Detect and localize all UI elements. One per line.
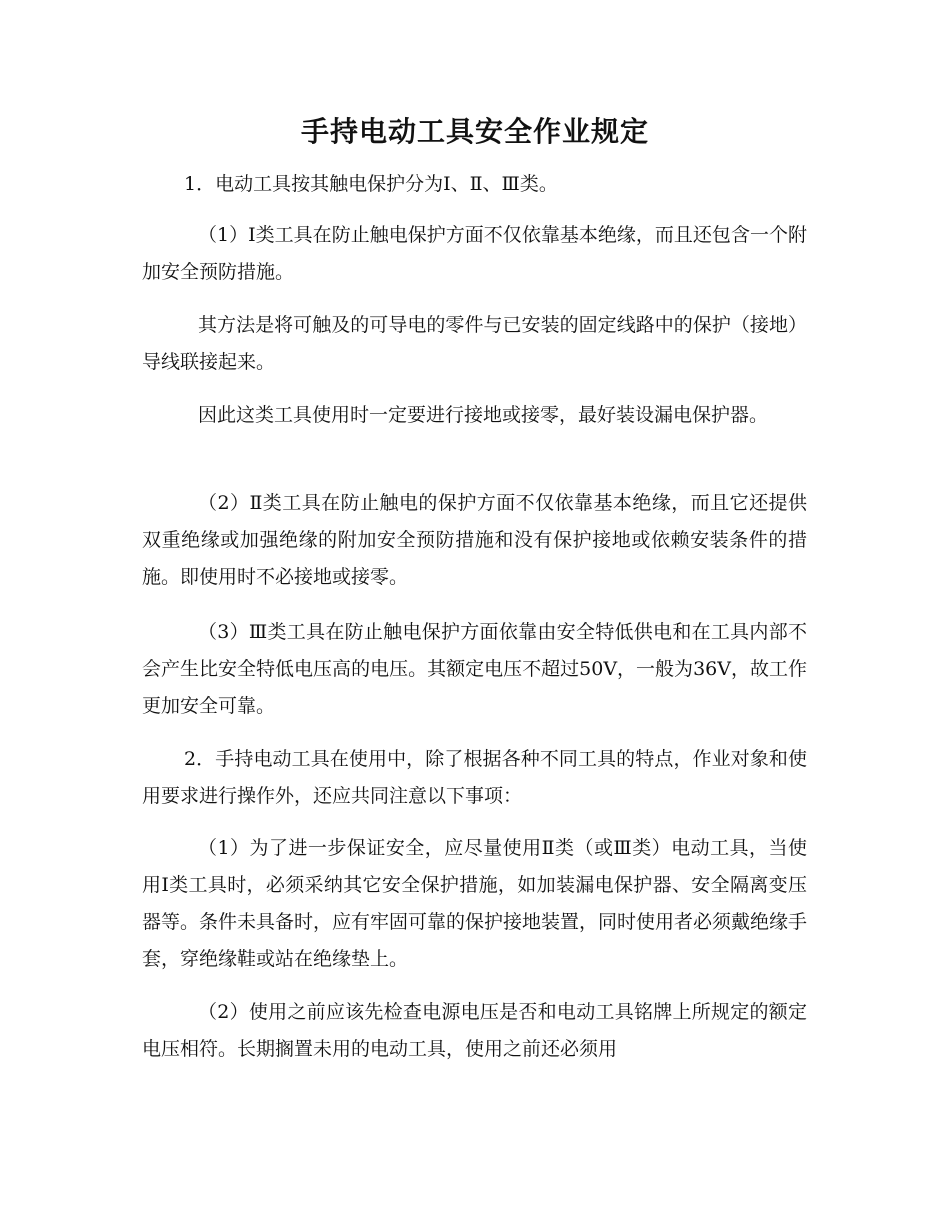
paragraph-5: （2）Ⅱ类工具在防止触电的保护方面不仅依靠基本绝缘，而且它还提供双重绝缘或加强绝缘的附加安全预防措施和没有保护接地或依赖安装条件的措施。即使用时不必接地或接零。 xyxy=(142,492,807,588)
paragraph-8: （1）为了进一步保证安全，应尽量使用Ⅱ类（或Ⅲ类）电动工具，当使用Ⅰ类工具时，必须采纳其它安全保护措施，如加装漏电保护器、安全隔离变压器等。条件未具备时，应有牢固可靠的保护接地装置，同时使用者必须戴绝缘手套，穿绝缘鞋或站在绝缘垫上。 xyxy=(142,837,808,970)
paragraph-2: （1）Ⅰ类工具在防止触电保护方面不仅依靠基本绝缘，而且还包含一个附加安全预防措施。 xyxy=(142,224,807,283)
document-title: 手持电动工具安全作业规定 xyxy=(300,115,649,148)
paragraph-6: （3）Ⅲ类工具在防止触电保护方面依靠由安全特低供电和在工具内部不会产生比安全特低电压高的电压。其额定电压不超过50V，一般为36V，故工作更加安全可靠。 xyxy=(142,621,807,717)
paragraph-1: 1．电动工具按其触电保护分为Ⅰ、Ⅱ、Ⅲ类。 xyxy=(184,173,558,195)
paragraph-3: 其方法是将可触及的可导电的零件与已安装的固定线路中的保护（接地）导线联接起来。 xyxy=(142,314,807,373)
paragraph-4: 因此这类工具使用时一定要进行接地或接零，最好装设漏电保护器。 xyxy=(198,404,769,426)
paragraph-9: （2）使用之前应该先检查电源电压是否和电动工具铭牌上所规定的额定电压相符。长期搁置未用的电动工具，使用之前还必须用 xyxy=(142,1001,807,1060)
paragraph-7: 2．手持电动工具在使用中，除了根据各种不同工具的特点，作业对象和使用要求进行操作外，还应共同注意以下事项： xyxy=(142,748,807,807)
